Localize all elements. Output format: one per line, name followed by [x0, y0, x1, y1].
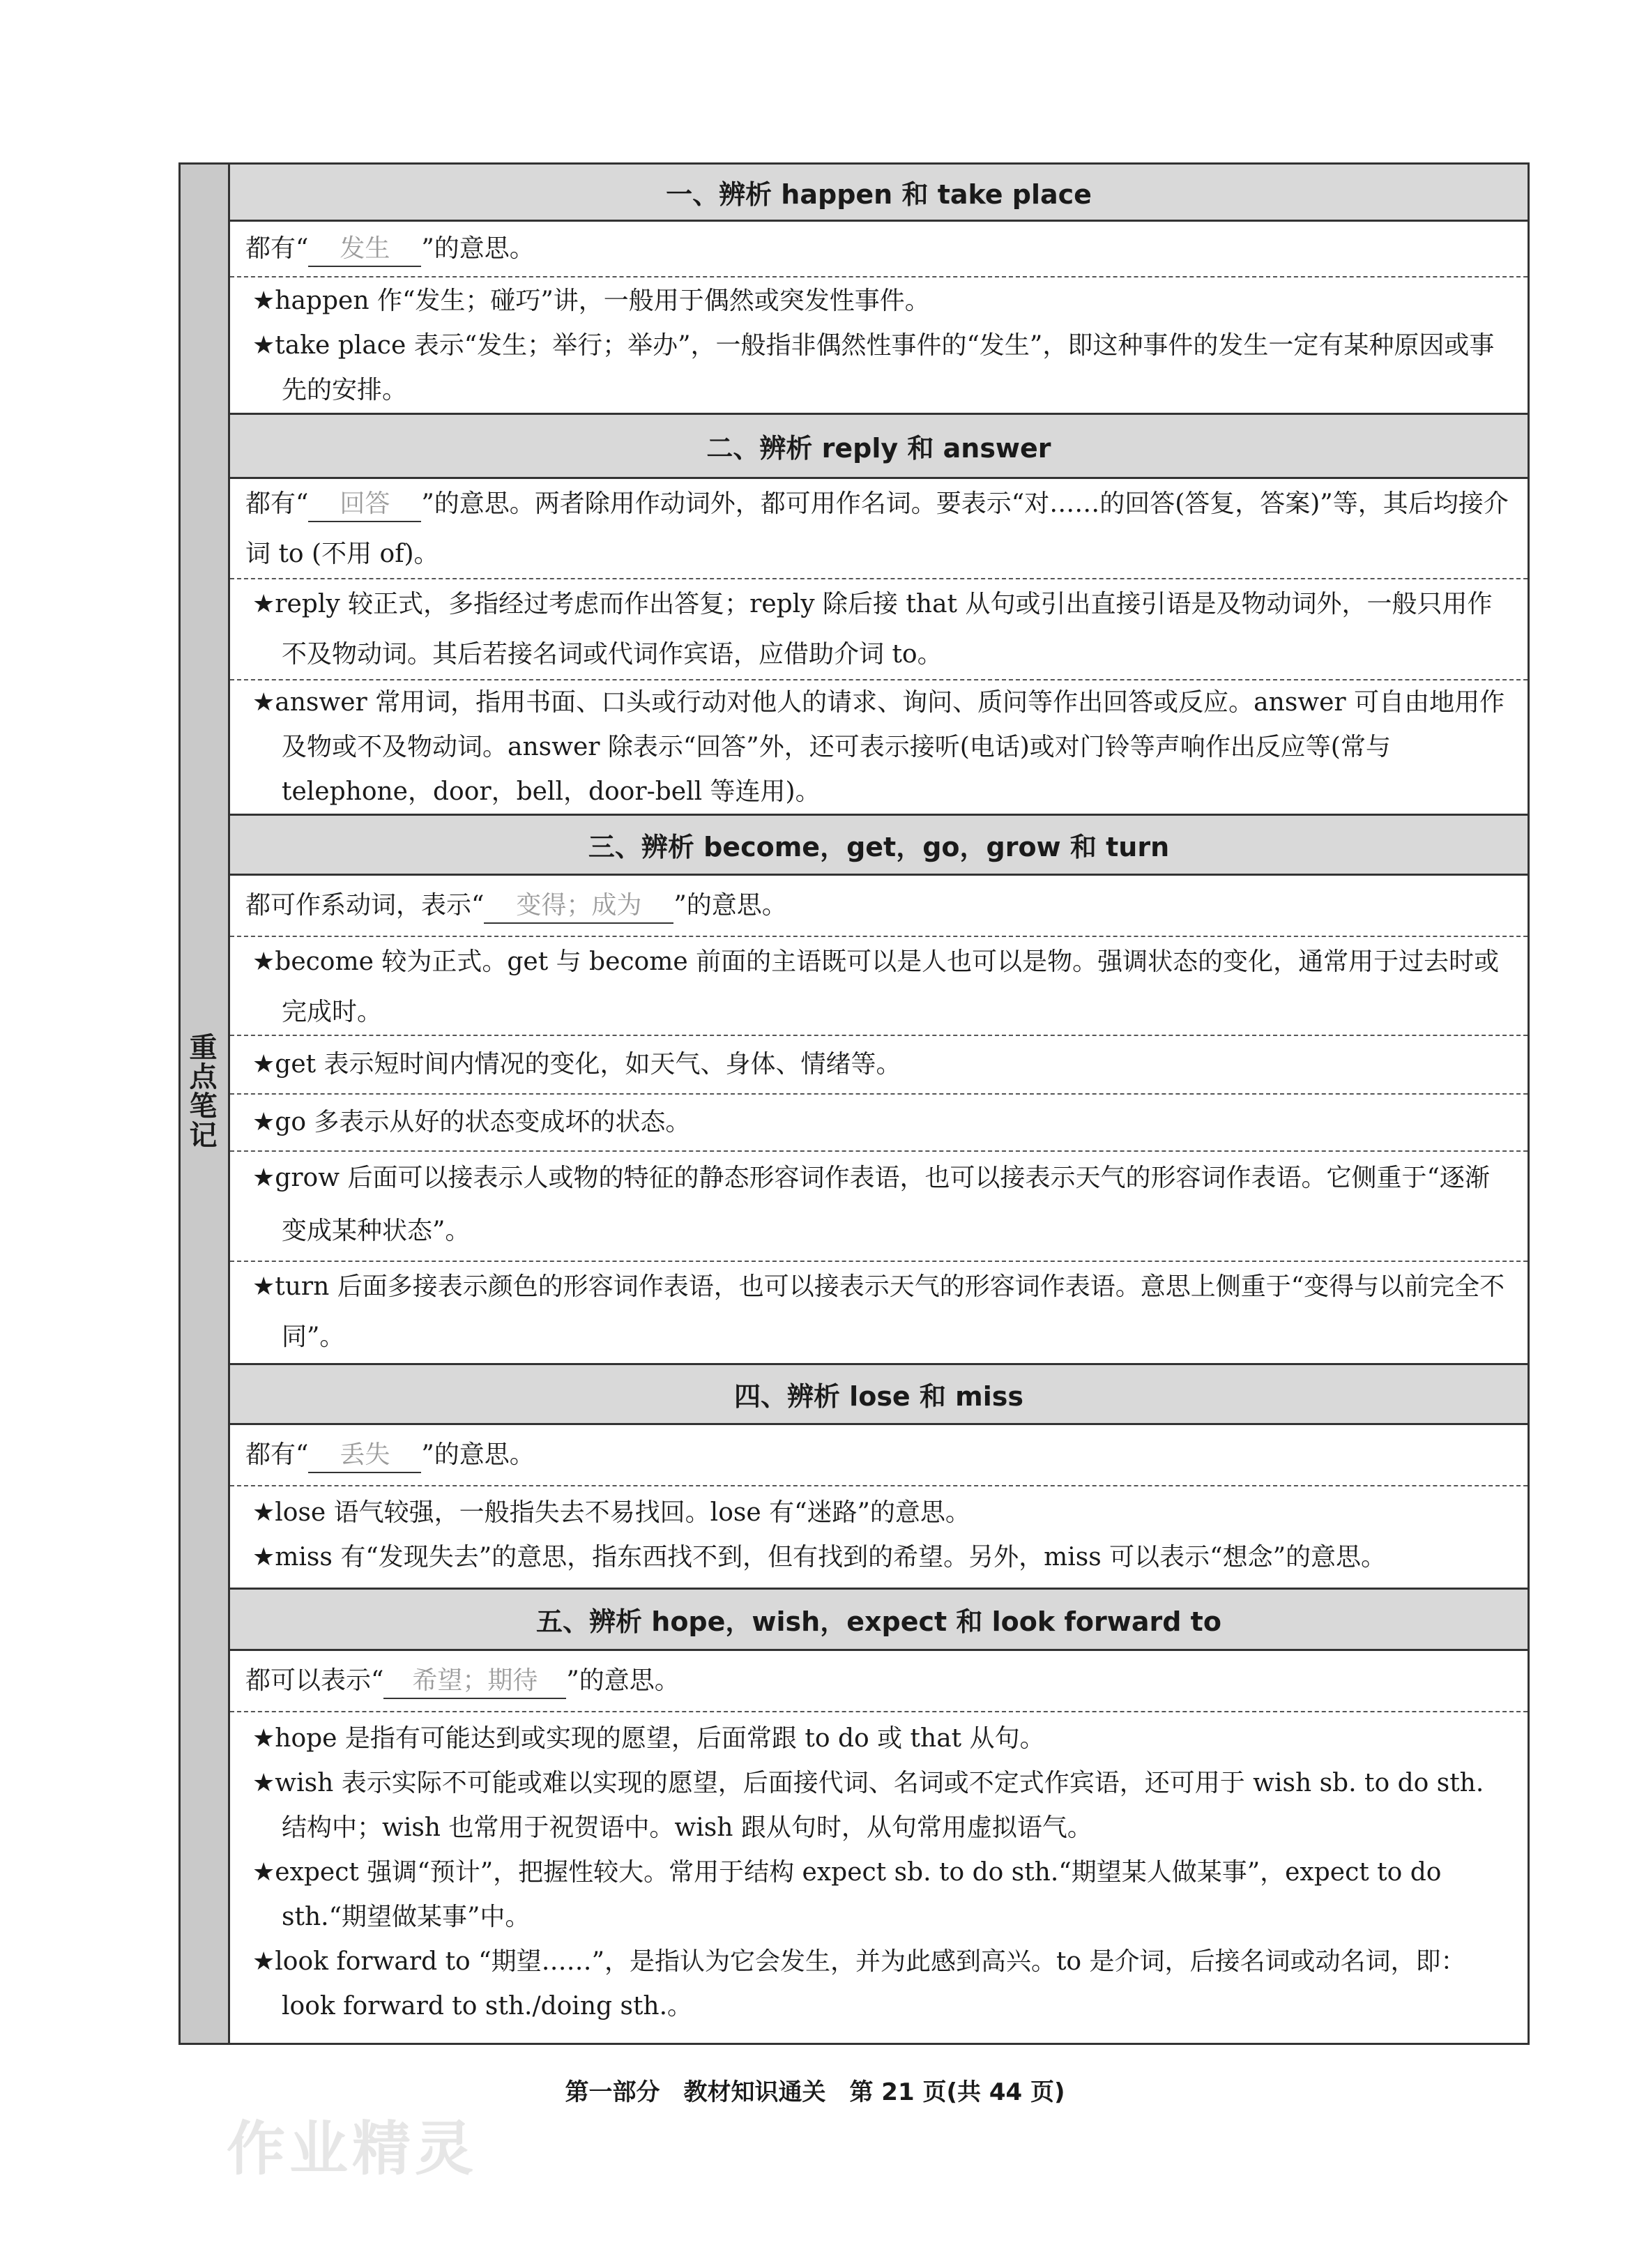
intro-row [230, 876, 1528, 937]
intro-row [230, 1425, 1528, 1486]
note-item: ★grow 后面可以接表示人或物的特征的静态形容词作表语，也可以接表示天气的形容词作表语。它侧重于“逐渐变成某种状态”。 [252, 1164, 1490, 1245]
note-item: ★wish 表示实际不可能或难以实现的愿望，后面接代词、名词或不定式作宾语，还可用于 wish sb. to do sth. 结构中；wish 也常用于祝贺语中。wish 跟从句时，从句常用虚拟语气。 [252, 1769, 1484, 1842]
note-row [230, 1262, 1528, 1365]
intro-text: 都有“ [245, 1440, 309, 1469]
note-item: ★go 多表示从好的状态变成坏的状态。 [252, 1108, 691, 1136]
intro-text: 都有“ [245, 234, 309, 263]
notes-frame [178, 162, 1530, 2045]
intro-row [230, 222, 1528, 277]
answer-blank: 发生 [308, 232, 421, 267]
section-header: 三、辨析 become，get，go，grow 和 turn [230, 816, 1528, 876]
note-row [230, 937, 1528, 1036]
note-block [230, 1712, 1528, 2043]
intro-text: ”的意思。两者除用作动词外，都可用作名词。要表示“对……的回答(答复，答案)”等，其后均接介词 to (不用 of)。 [245, 489, 1509, 568]
note-item: ★answer 常用词，指用书面、口头或行动对他人的请求、询问、质问等作出回答或反应。answer 可自由地用作及物或不及物动词。answer 除表示“回答”外，还可表示接听(电话)或对门铃等声响作出反应等(常与 telephone，door，bell，door-bell 等连用)。 [252, 688, 1505, 806]
answer-blank: 变得；成为 [484, 889, 673, 924]
section-header: 一、辨析 happen 和 take place [230, 165, 1528, 222]
note-row [230, 680, 1528, 816]
answer-blank: 回答 [308, 487, 421, 522]
note-item: ★lose 语气较强，一般指失去不易找回。lose 有“迷路”的意思。 [252, 1498, 970, 1527]
intro-text: 都可以表示“ [245, 1666, 384, 1695]
note-row [230, 1152, 1528, 1262]
note-item: ★hope 是指有可能达到或实现的愿望，后面常跟 to do 或 that 从句。 [252, 1724, 1045, 1753]
note-row [230, 579, 1528, 680]
note-item: ★turn 后面多接表示颜色的形容词作表语，也可以接表示天气的形容词作表语。意思上侧重于“变得与以前完全不同”。 [252, 1272, 1505, 1351]
page-footer: 第一部分 教材知识通关 第 21 页(共 44 页) [565, 2078, 1065, 2106]
intro-text: ”的意思。 [673, 891, 787, 920]
note-item: ★look forward to “期望……”，是指认为它会发生，并为此感到高兴。to 是介词，后接名词或动名词，即：look forward to sth./doing sth.。 [252, 1947, 1466, 2020]
note-block [230, 277, 1528, 415]
intro-row [230, 479, 1528, 579]
watermark: 作业精灵 [227, 2115, 478, 2183]
answer-blank: 希望；期待 [383, 1664, 566, 1699]
note-block [230, 1486, 1528, 1590]
note-row [230, 1095, 1528, 1152]
intro-text: ”的意思。 [421, 1440, 535, 1469]
intro-text: 都可作系动词，表示“ [245, 891, 485, 920]
intro-text: 都有“ [245, 489, 309, 518]
intro-row [230, 1651, 1528, 1712]
intro-text: ”的意思。 [566, 1666, 680, 1695]
answer-blank: 丢失 [308, 1438, 421, 1473]
note-item: ★expect 强调“预计”，把握性较大。常用于结构 expect sb. to do sth.“期望某人做某事”，expect to do sth.“期望做某事”中。 [252, 1858, 1442, 1931]
intro-text: ”的意思。 [421, 234, 535, 263]
section-header: 四、辨析 lose 和 miss [230, 1365, 1528, 1425]
sidebar-label: 重点笔记 [185, 1033, 217, 1150]
note-item: ★take place 表示“发生；举行；举办”，一般指非偶然性事件的“发生”，即这种事件的发生一定有某种原因或事先的安排。 [252, 331, 1495, 404]
section-header: 二、辨析 reply 和 answer [230, 415, 1528, 479]
note-item: ★get 表示短时间内情况的变化，如天气、身体、情绪等。 [252, 1050, 901, 1079]
note-item: ★reply 较正式，多指经过考虑而作出答复；reply 除后接 that 从句或引出直接引语是及物动词外，一般只用作不及物动词。其后若接名词或代词作宾语，应借助介词 to。 [252, 590, 1493, 669]
notes-content [230, 165, 1528, 2043]
sidebar [181, 165, 230, 2043]
section-header: 五、辨析 hope，wish，expect 和 look forward to [230, 1590, 1528, 1651]
note-item: ★miss 有“发现失去”的意思，指东西找不到，但有找到的希望。另外，miss 可以表示“想念”的意思。 [252, 1543, 1386, 1571]
note-row [230, 1036, 1528, 1095]
note-item: ★become 较为正式。get 与 become 前面的主语既可以是人也可以是物。强调状态的变化，通常用于过去时或完成时。 [252, 947, 1500, 1026]
note-item: ★happen 作“发生；碰巧”讲，一般用于偶然或突发性事件。 [252, 287, 930, 315]
